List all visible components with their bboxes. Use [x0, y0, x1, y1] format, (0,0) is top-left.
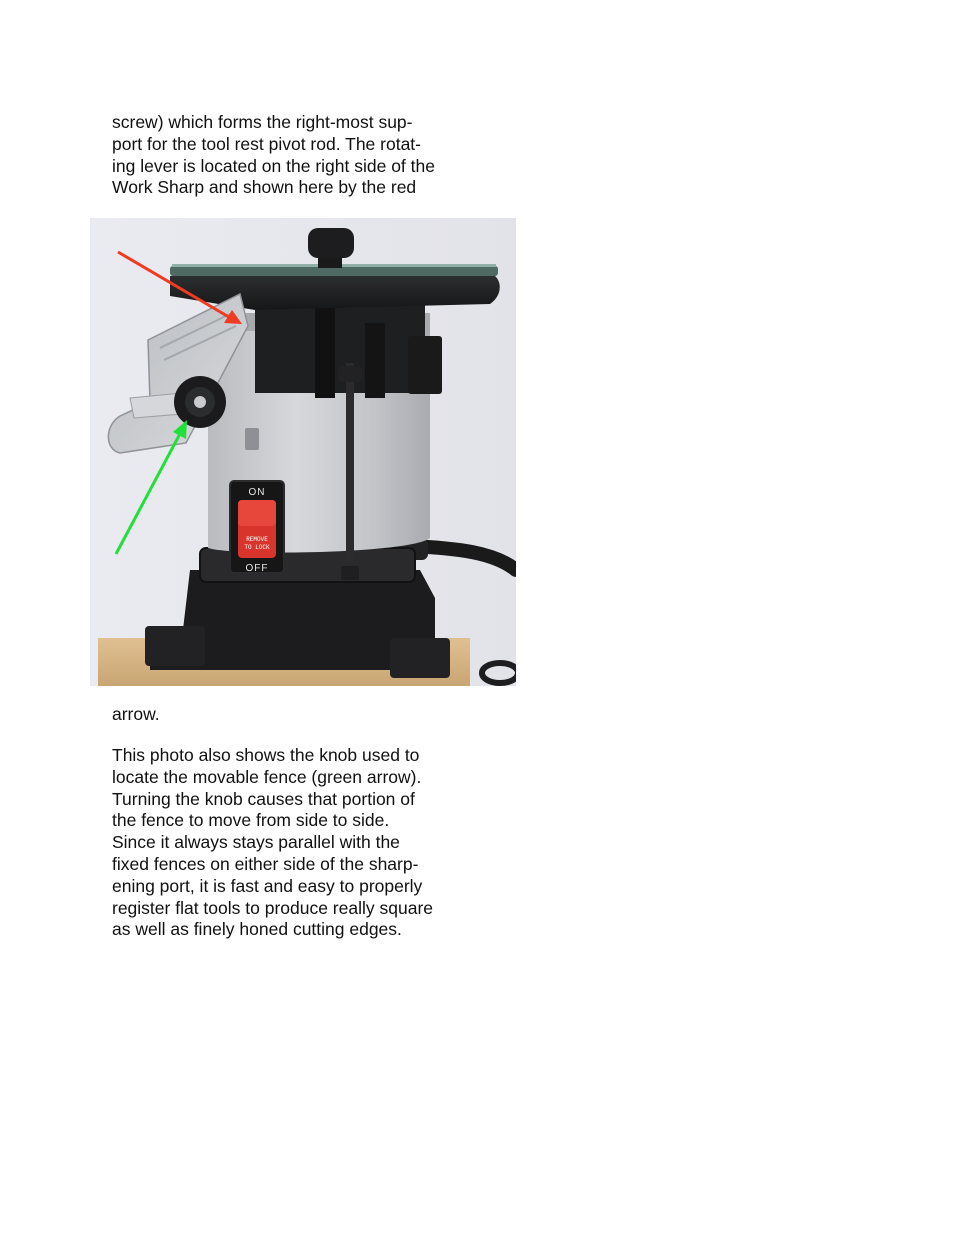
paragraph-fence — [112, 745, 472, 941]
text-line: locate the movable fence (green arrow). — [112, 766, 422, 787]
text-line: port for the tool rest pivot rod. The rotat- — [112, 133, 421, 154]
text-line: This photo also shows the knob used to — [112, 745, 420, 765]
base-foot-left — [145, 626, 205, 666]
power-switch — [230, 481, 284, 574]
text-line: Since it always stays parallel with the — [112, 832, 400, 853]
paragraph-continuation — [112, 704, 472, 726]
pivot-rod — [346, 363, 354, 573]
switch-rocker-upper — [238, 500, 276, 526]
switch-key-label: REMOVE — [246, 536, 268, 543]
text-line: ing lever is located on the right side of the — [112, 155, 435, 176]
text-line: ening port, it is fast and easy to properly — [112, 875, 423, 896]
text-line: fixed fences on either side of the sharp- — [112, 853, 419, 874]
text-line: the fence to move from side to side. — [112, 810, 390, 831]
text-line: as well as finely honed cutting edges. — [112, 919, 402, 940]
body-badge — [245, 428, 259, 450]
fence-knob-bolt — [194, 396, 206, 408]
text-line: screw) which forms the right-most sup- — [112, 112, 413, 132]
text-line: arrow. — [112, 704, 160, 724]
text-line: Turning the knob causes that portion of — [112, 788, 415, 809]
paragraph-intro — [112, 112, 472, 199]
switch-key-label: TO LOCK — [244, 544, 270, 551]
tool-rest-arm — [130, 393, 182, 418]
switch-off-label: OFF — [245, 563, 269, 574]
upper-housing-rib — [315, 308, 335, 398]
upper-housing-rib — [365, 323, 385, 398]
text-line: Work Sharp and shown here by the red — [112, 177, 417, 198]
side-bracket — [408, 336, 442, 394]
top-knob — [308, 228, 354, 258]
switch-on-label: ON — [248, 487, 266, 498]
base-foot-right — [390, 638, 450, 678]
text-line: register flat tools to produce really square — [112, 897, 433, 918]
rod-nut — [341, 566, 359, 580]
work-sharp-photo — [90, 218, 516, 686]
rod-collar — [338, 366, 362, 382]
